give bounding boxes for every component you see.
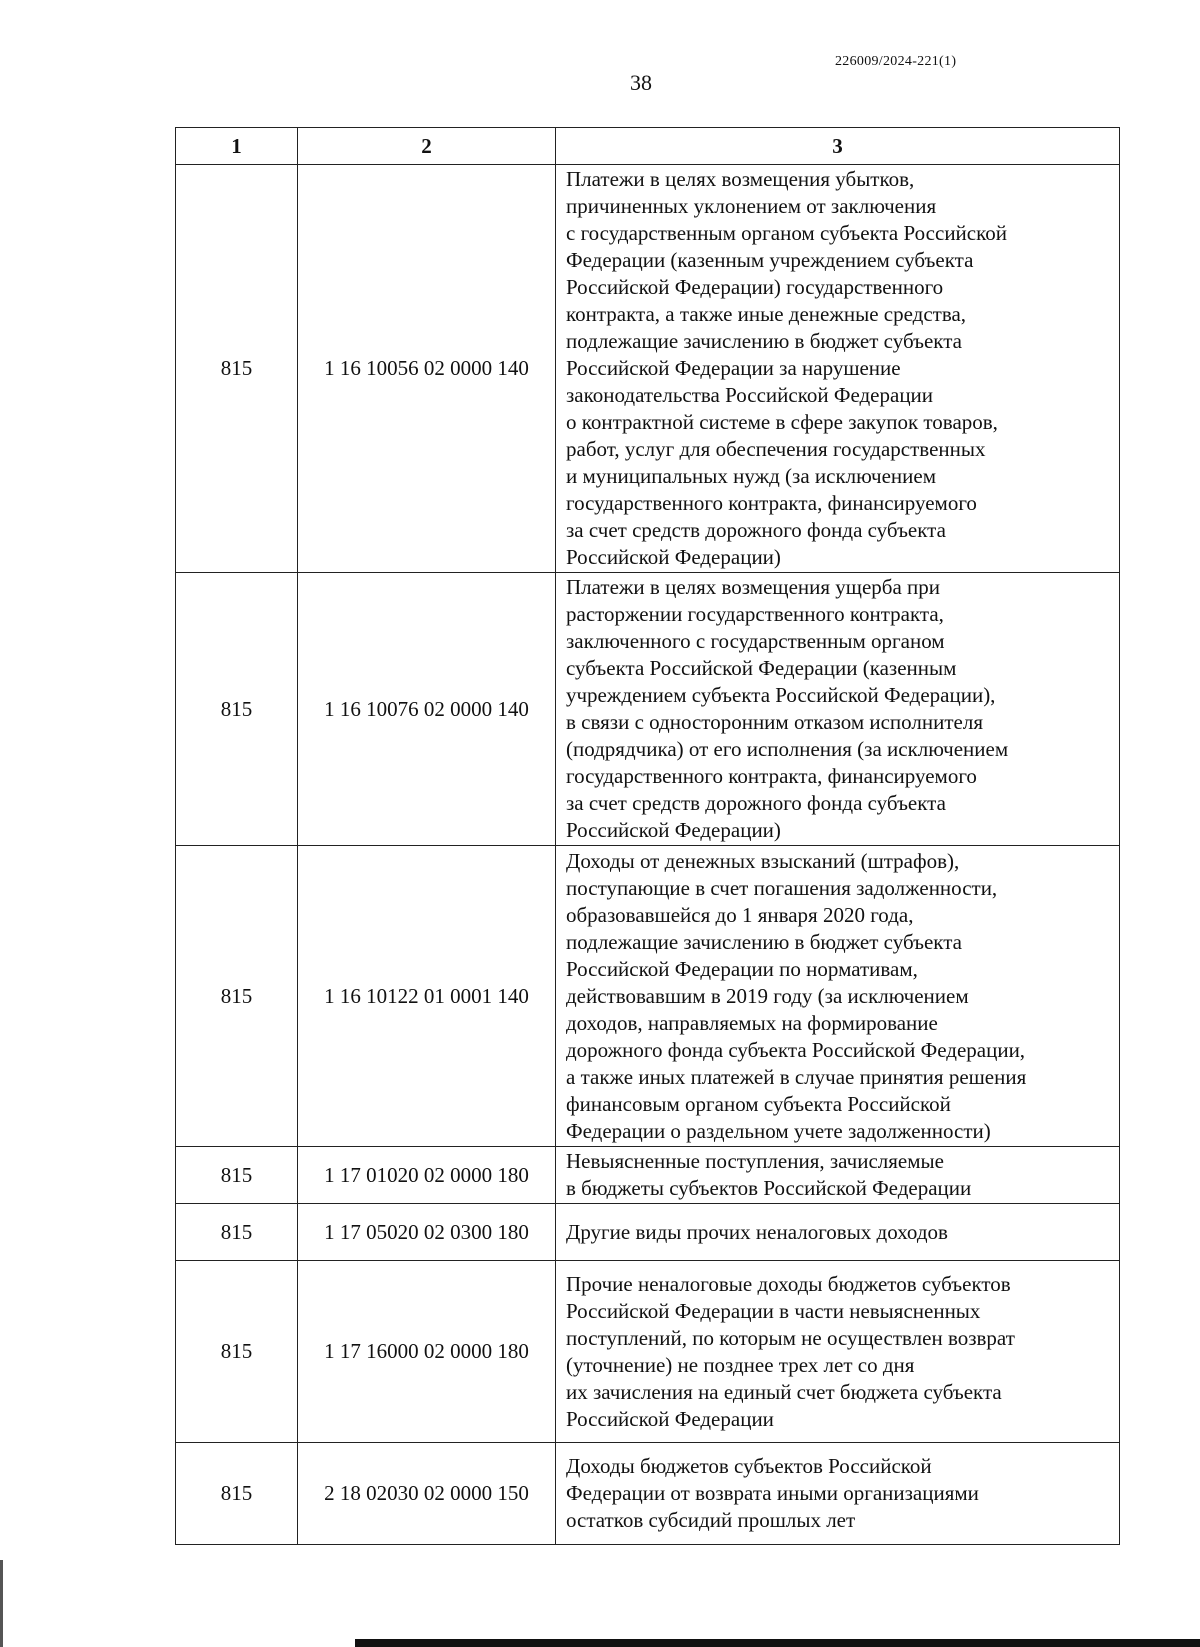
table-row — [176, 846, 1120, 1147]
administrator-code-cell: 815 — [176, 1261, 298, 1443]
description-line: действовавшим в 2019 году (за исключением — [566, 983, 969, 1008]
description-line: образовавшейся до 1 января 2020 года, — [566, 902, 914, 927]
description-line: Доходы от денежных взысканий (штрафов), — [566, 848, 960, 873]
description-line: Российской Федерации) государственного — [566, 275, 944, 299]
description-line: в связи с односторонним отказом исполнителя — [566, 710, 983, 734]
description-line: Российской Федерации) — [566, 545, 781, 569]
administrator-code-cell: 815 — [176, 1443, 298, 1545]
revenue-description-cell — [556, 1443, 1120, 1545]
description-line: законодательства Российской Федерации — [566, 383, 934, 407]
description-line: и муниципальных нужд (за исключением — [566, 464, 936, 488]
description-line: Федерации (казенным учреждением субъекта — [566, 248, 974, 272]
description-line: причиненных уклонением от заключения — [566, 194, 937, 218]
administrator-code-cell: 815 — [176, 1147, 298, 1204]
description-line: Прочие неналоговые доходы бюджетов субъектов — [566, 1271, 1011, 1296]
table-row — [176, 1443, 1120, 1545]
administrator-code-cell: 815 — [176, 165, 298, 573]
description-line: дорожного фонда субъекта Российской Федерации, — [566, 1037, 1026, 1062]
description-line: подлежащие зачислению в бюджет субъекта — [566, 329, 962, 353]
description-line: в бюджеты субъектов Российской Федерации — [566, 1176, 972, 1200]
table-header-row — [176, 128, 1120, 165]
description-line: государственного контракта, финансируемого — [566, 491, 977, 515]
description-line: доходов, направляемых на формирование — [566, 1010, 938, 1035]
budget-classification-code-cell: 1 17 05020 02 0300 180 — [298, 1204, 556, 1261]
description-line: Федерации от возврата иными организациями — [566, 1481, 979, 1505]
description-line: Российской Федерации по нормативам, — [566, 956, 918, 981]
description-line: расторжении государственного контракта, — [566, 602, 944, 626]
description-line: подлежащие зачислению в бюджет субъекта — [566, 929, 962, 954]
description-line: субъекта Российской Федерации (казенным — [566, 656, 957, 680]
description-line: Невыясненные поступления, зачисляемые — [566, 1149, 944, 1173]
description-line: (уточнение) не позднее трех лет со дня — [566, 1352, 915, 1377]
description-line: Платежи в целях возмещения ущерба при — [566, 575, 941, 599]
column-header-2: 2 — [298, 128, 556, 165]
table-body — [176, 165, 1120, 1545]
description-line: с государственным органом субъекта Российской — [566, 221, 1007, 245]
description-line: (подрядчика) от его исполнения (за исключением — [566, 737, 1009, 761]
table-row — [176, 1261, 1120, 1443]
description-line: Платежи в целях возмещения убытков, — [566, 167, 915, 191]
document-registration-number: 226009/2024-221(1) — [835, 54, 957, 69]
revenue-description-cell — [556, 846, 1120, 1147]
table-row — [176, 1147, 1120, 1204]
budget-classification-code-cell: 1 16 10122 01 0001 140 — [298, 846, 556, 1147]
column-header-3: 3 — [556, 128, 1120, 165]
description-line: учреждением субъекта Российской Федерации), — [566, 683, 996, 707]
description-line: о контрактной системе в сфере закупок товаров, — [566, 410, 998, 434]
table-row — [176, 165, 1120, 573]
page-number: 38 — [630, 70, 652, 95]
table-row — [176, 1204, 1120, 1261]
scan-edge-shadow — [355, 1639, 1200, 1647]
description-line: Доходы бюджетов субъектов Российской — [566, 1454, 932, 1478]
revenue-codes-table — [175, 127, 1120, 1545]
revenue-description-cell — [556, 1147, 1120, 1204]
description-line: финансовым органом субъекта Российской — [566, 1091, 951, 1116]
administrator-code-cell: 815 — [176, 573, 298, 846]
budget-classification-code-cell: 1 17 01020 02 0000 180 — [298, 1147, 556, 1204]
description-line: за счет средств дорожного фонда субъекта — [566, 791, 946, 815]
description-line: государственного контракта, финансируемого — [566, 764, 977, 788]
description-line: Российской Федерации — [566, 1406, 774, 1431]
description-line: заключенного с государственным органом — [566, 629, 945, 653]
table-header — [176, 128, 1120, 165]
table-row — [176, 573, 1120, 846]
budget-classification-code-cell: 1 17 16000 02 0000 180 — [298, 1261, 556, 1443]
description-line: Российской Федерации за нарушение — [566, 356, 901, 380]
column-header-1: 1 — [176, 128, 298, 165]
description-line: Федерации о раздельном учете задолженности) — [566, 1118, 991, 1143]
description-line: Другие виды прочих неналоговых доходов — [566, 1219, 948, 1244]
description-line: их зачисления на единый счет бюджета субъекта — [566, 1379, 1002, 1404]
scan-edge-mark — [0, 1560, 3, 1647]
description-line: поступающие в счет погашения задолженности, — [566, 875, 998, 900]
revenue-description-cell — [556, 573, 1120, 846]
budget-classification-code-cell: 2 18 02030 02 0000 150 — [298, 1443, 556, 1545]
administrator-code-cell: 815 — [176, 1204, 298, 1261]
description-line: работ, услуг для обеспечения государственных — [566, 437, 986, 461]
budget-classification-code-cell: 1 16 10076 02 0000 140 — [298, 573, 556, 846]
description-line: Российской Федерации в части невыясненных — [566, 1298, 981, 1323]
administrator-code-cell: 815 — [176, 846, 298, 1147]
description-line: а также иных платежей в случае принятия решения — [566, 1064, 1027, 1089]
description-line: за счет средств дорожного фонда субъекта — [566, 518, 946, 542]
description-line: поступлений, по которым не осуществлен возврат — [566, 1325, 1015, 1350]
budget-classification-code-cell: 1 16 10056 02 0000 140 — [298, 165, 556, 573]
description-line: остатков субсидий прошлых лет — [566, 1508, 856, 1532]
description-line: контракта, а также иные денежные средства, — [566, 302, 967, 326]
revenue-description-cell — [556, 1204, 1120, 1261]
revenue-description-cell — [556, 1261, 1120, 1443]
revenue-description-cell — [556, 165, 1120, 573]
description-line: Российской Федерации) — [566, 818, 781, 842]
